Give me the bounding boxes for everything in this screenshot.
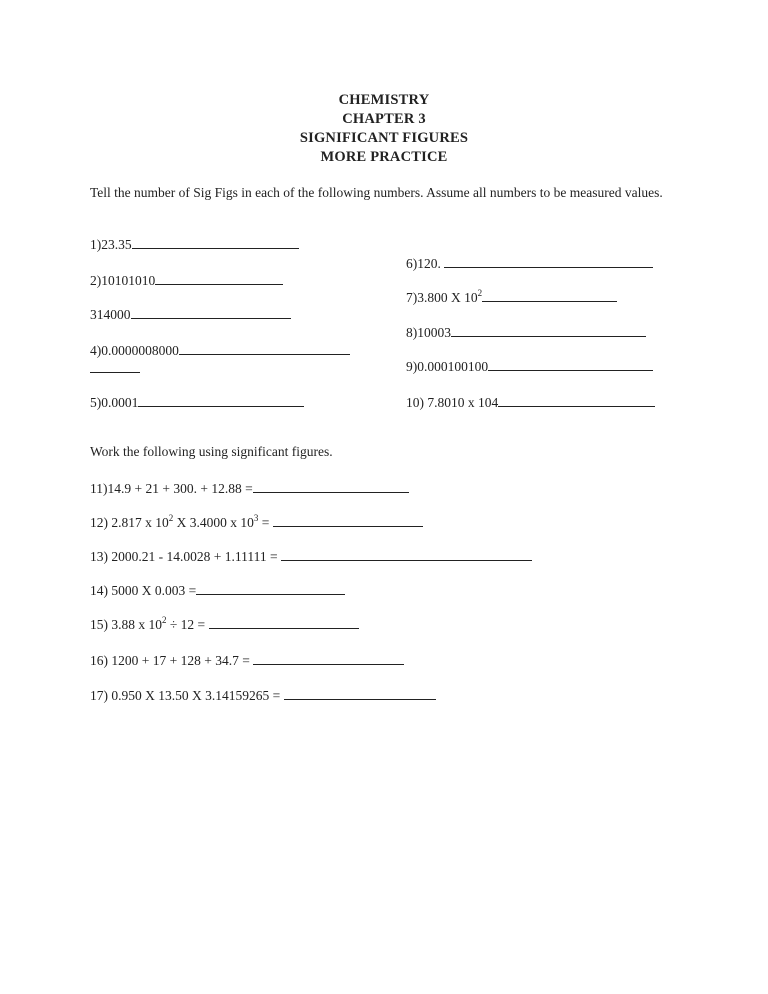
problem-13-text: 13) 2000.21 - 14.0028 + 1.11111 = <box>90 549 281 564</box>
problem-14-text: 14) 5000 X 0.003 = <box>90 583 197 598</box>
problem-12-text-a: 12) 2.817 x 10 <box>90 515 169 530</box>
problem-12-exponent-a: 2 <box>168 513 174 523</box>
problem-11-text: 11)14.9 + 21 + 300. + 12.88 = <box>90 481 253 496</box>
header-chapter: CHAPTER 3 <box>342 111 426 127</box>
answer-blank-3[interactable] <box>131 305 291 319</box>
problem-16-blank[interactable] <box>253 651 404 665</box>
header-topic: SIGNIFICANT FIGURES <box>299 130 469 146</box>
header-subtitle: MORE PRACTICE <box>320 149 448 165</box>
problem-12-blank[interactable] <box>273 513 423 527</box>
answer-blank-4[interactable] <box>179 341 350 355</box>
answer-blank-5[interactable] <box>138 393 304 407</box>
problem-17-blank[interactable] <box>284 686 436 700</box>
problem-12-exponent-b: 3 <box>253 513 259 523</box>
question-10-text: 10) 7.8010 x 104 <box>406 395 499 410</box>
question-4 <box>90 341 350 359</box>
problem-14-blank[interactable] <box>196 581 345 595</box>
question-5 <box>90 393 304 411</box>
problem-15-text-b: ÷ 12 = <box>166 617 209 632</box>
problem-14 <box>90 581 345 599</box>
question-8-text: 8)10003 <box>406 325 451 340</box>
problem-16-text: 16) 1200 + 17 + 128 + 34.7 = <box>90 653 254 668</box>
question-3 <box>90 305 291 323</box>
question-2 <box>90 271 283 289</box>
question-3-text: 314000 <box>90 307 131 322</box>
header-subject: CHEMISTRY <box>338 92 430 108</box>
problem-16 <box>90 651 404 669</box>
problem-15-blank[interactable] <box>209 615 359 629</box>
problem-15-text-a: 15) 3.88 x 10 <box>90 617 162 632</box>
question-4-text: 4)0.0000008000 <box>90 343 179 358</box>
answer-blank-7[interactable] <box>482 288 617 302</box>
question-6-text: 6)120. <box>406 256 441 271</box>
question-4-continuation <box>90 359 140 377</box>
question-10 <box>406 393 655 411</box>
question-1-text: 1)23.35 <box>90 237 132 252</box>
problem-11 <box>90 479 409 497</box>
problem-11-blank[interactable] <box>253 479 409 493</box>
answer-blank-4-wrap[interactable] <box>90 359 140 373</box>
answer-blank-6[interactable] <box>444 254 653 268</box>
answer-blank-8[interactable] <box>451 323 646 337</box>
answer-blank-1[interactable] <box>132 235 299 249</box>
answer-blank-2[interactable] <box>155 271 283 285</box>
question-7-exponent: 2 <box>477 288 483 298</box>
question-8 <box>406 323 646 341</box>
problem-15 <box>90 615 359 633</box>
question-9-text: 9)0.000100100 <box>406 359 489 374</box>
problem-17 <box>90 686 436 704</box>
worksheet-header <box>0 91 768 167</box>
problem-12 <box>90 513 423 531</box>
problem-12-text-c: = <box>258 515 273 530</box>
question-1 <box>90 235 299 253</box>
instructions-text: Tell the number of Sig Figs in each of the following numbers. Assume all numbers to be measured values. <box>90 185 663 200</box>
problem-12-text-b: X 3.4000 x 10 <box>173 515 254 530</box>
section2-title: Work the following using significant figures. <box>90 444 333 459</box>
answer-blank-10[interactable] <box>498 393 655 407</box>
question-6 <box>406 254 653 272</box>
question-7 <box>406 288 617 306</box>
problem-17-text: 17) 0.950 X 13.50 X 3.14159265 = <box>90 688 284 703</box>
problem-15-exponent: 2 <box>162 615 167 625</box>
question-9 <box>406 357 653 375</box>
question-2-text: 2)10101010 <box>90 273 156 288</box>
question-5-text: 5)0.0001 <box>90 395 139 410</box>
answer-blank-9[interactable] <box>488 357 653 371</box>
problem-13 <box>90 547 532 565</box>
problem-13-blank[interactable] <box>281 547 532 561</box>
question-7-text: 7)3.800 X 10 <box>406 290 478 305</box>
